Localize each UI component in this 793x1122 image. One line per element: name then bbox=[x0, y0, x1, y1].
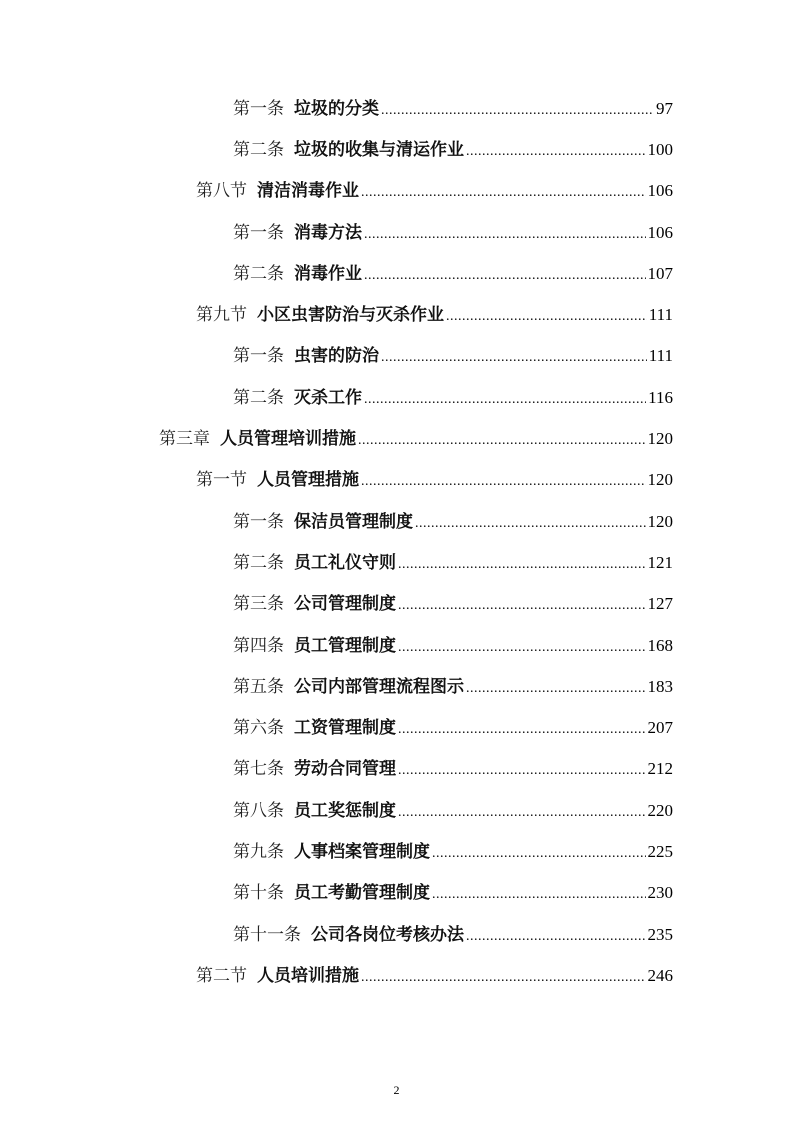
toc-entry-page: 246 bbox=[647, 965, 673, 985]
toc-entry-number: 第一条 bbox=[233, 346, 284, 367]
toc-entry-inner bbox=[233, 595, 673, 613]
toc-entry-page: 235 bbox=[647, 924, 673, 944]
toc-entry-number: 第六条 bbox=[233, 718, 284, 739]
toc-entry-page: 230 bbox=[647, 883, 673, 903]
toc-entry-title: 工资管理制度 bbox=[294, 718, 396, 739]
toc-entry[interactable] bbox=[0, 501, 793, 542]
toc-entry-inner bbox=[233, 802, 673, 820]
toc-entry-number: 第一条 bbox=[233, 222, 284, 243]
toc-entry-page: 111 bbox=[648, 305, 673, 325]
toc-entry-inner bbox=[233, 141, 673, 159]
toc-entry-inner bbox=[233, 513, 673, 531]
toc-entry-title: 垃圾的收集与清运作业 bbox=[294, 139, 464, 160]
toc-entry[interactable] bbox=[0, 584, 793, 625]
toc-entry-title: 员工管理制度 bbox=[294, 635, 396, 656]
toc-dot-leader bbox=[381, 104, 654, 118]
toc-dot-leader bbox=[432, 888, 646, 902]
toc-entry-page: 111 bbox=[648, 346, 673, 366]
toc-entry-title: 员工奖惩制度 bbox=[294, 800, 396, 821]
toc-entry-number: 第五条 bbox=[233, 676, 284, 697]
toc-entry-number: 第四条 bbox=[233, 635, 284, 656]
toc-dot-leader bbox=[381, 351, 647, 365]
toc-entry-number: 第一条 bbox=[233, 511, 284, 532]
toc-entry-page: 106 bbox=[647, 222, 673, 242]
toc-entry[interactable] bbox=[0, 418, 793, 459]
toc-entry-inner bbox=[233, 265, 673, 283]
toc-entry-page: 116 bbox=[648, 387, 673, 407]
toc-entry-inner bbox=[196, 471, 673, 489]
toc-entry-page: 120 bbox=[647, 429, 673, 449]
toc-entry-title: 消毒作业 bbox=[294, 263, 362, 284]
toc-entry-title: 灭杀工作 bbox=[294, 387, 362, 408]
toc-entry-page: 107 bbox=[647, 263, 673, 283]
toc-entry-inner bbox=[196, 306, 673, 324]
toc-entry-title: 员工考勤管理制度 bbox=[294, 883, 430, 904]
toc-entry[interactable] bbox=[0, 914, 793, 955]
toc-entry-number: 第一条 bbox=[233, 98, 284, 119]
toc-entry-number: 第二条 bbox=[233, 263, 284, 284]
toc-entry-title: 保洁员管理制度 bbox=[294, 511, 413, 532]
toc-entry[interactable] bbox=[0, 831, 793, 872]
toc-dot-leader bbox=[432, 847, 646, 861]
toc-entry[interactable] bbox=[0, 625, 793, 666]
toc-entry-title: 人员培训措施 bbox=[257, 965, 359, 986]
toc-dot-leader bbox=[398, 599, 646, 613]
toc-dot-leader bbox=[398, 806, 646, 820]
toc-entry-inner bbox=[196, 182, 673, 200]
toc-entry[interactable] bbox=[0, 377, 793, 418]
toc-entry-inner bbox=[233, 389, 673, 407]
toc-entry-page: 127 bbox=[647, 594, 673, 614]
toc-entry-number: 第三条 bbox=[233, 594, 284, 615]
toc-entry-title: 人员管理培训措施 bbox=[220, 429, 356, 450]
toc-entry-inner bbox=[233, 554, 673, 572]
toc-dot-leader bbox=[466, 682, 646, 696]
toc-dot-leader bbox=[361, 186, 646, 200]
toc-entry[interactable] bbox=[0, 542, 793, 583]
toc-dot-leader bbox=[361, 475, 646, 489]
toc-entry-page: 220 bbox=[647, 800, 673, 820]
table-of-contents bbox=[0, 88, 793, 997]
toc-entry-page: 120 bbox=[647, 470, 673, 490]
toc-dot-leader bbox=[466, 145, 646, 159]
toc-entry-inner bbox=[233, 678, 673, 696]
toc-entry-number: 第十条 bbox=[233, 883, 284, 904]
toc-dot-leader bbox=[361, 971, 646, 985]
toc-entry-inner bbox=[233, 347, 673, 365]
toc-entry-number: 第二条 bbox=[233, 387, 284, 408]
toc-entry-title: 公司内部管理流程图示 bbox=[294, 676, 464, 697]
toc-entry-page: 106 bbox=[647, 181, 673, 201]
toc-dot-leader bbox=[398, 558, 646, 572]
toc-entry[interactable] bbox=[0, 666, 793, 707]
toc-entry[interactable] bbox=[0, 955, 793, 996]
toc-entry-title: 虫害的防治 bbox=[294, 346, 379, 367]
toc-entry[interactable] bbox=[0, 336, 793, 377]
toc-entry-inner bbox=[233, 224, 673, 242]
toc-entry[interactable] bbox=[0, 790, 793, 831]
toc-dot-leader bbox=[398, 641, 646, 655]
toc-entry[interactable] bbox=[0, 294, 793, 335]
toc-entry-inner bbox=[233, 843, 673, 861]
toc-entry-number: 第七条 bbox=[233, 759, 284, 780]
toc-entry-number: 第二条 bbox=[233, 139, 284, 160]
toc-entry-number: 第一节 bbox=[196, 470, 247, 491]
toc-entry-title: 劳动合同管理 bbox=[294, 759, 396, 780]
toc-entry-title: 公司各岗位考核办法 bbox=[311, 924, 464, 945]
toc-entry[interactable] bbox=[0, 749, 793, 790]
toc-dot-leader bbox=[364, 269, 646, 283]
toc-entry-inner bbox=[196, 967, 673, 985]
toc-entry-inner bbox=[233, 719, 673, 737]
toc-entry-page: 120 bbox=[647, 511, 673, 531]
toc-dot-leader bbox=[446, 310, 647, 324]
toc-entry-page: 168 bbox=[647, 635, 673, 655]
toc-entry-title: 垃圾的分类 bbox=[294, 98, 379, 119]
toc-entry[interactable] bbox=[0, 212, 793, 253]
toc-entry-number: 第二条 bbox=[233, 552, 284, 573]
toc-dot-leader bbox=[364, 393, 646, 407]
toc-entry[interactable] bbox=[0, 707, 793, 748]
toc-entry-number: 第九节 bbox=[196, 305, 247, 326]
toc-dot-leader bbox=[364, 228, 646, 242]
toc-entry-page: 212 bbox=[647, 759, 673, 779]
toc-entry[interactable] bbox=[0, 171, 793, 212]
toc-entry-number: 第三章 bbox=[159, 429, 210, 450]
toc-entry-title: 清洁消毒作业 bbox=[257, 181, 359, 202]
toc-entry-page: 121 bbox=[647, 552, 673, 572]
toc-dot-leader bbox=[398, 764, 646, 778]
toc-entry-title: 小区虫害防治与灭杀作业 bbox=[257, 305, 444, 326]
toc-entry-title: 员工礼仪守则 bbox=[294, 552, 396, 573]
toc-entry-page: 97 bbox=[656, 98, 673, 118]
toc-entry-inner bbox=[233, 760, 673, 778]
toc-entry-inner bbox=[233, 100, 673, 118]
toc-dot-leader bbox=[466, 930, 646, 944]
toc-entry-page: 225 bbox=[647, 841, 673, 861]
toc-dot-leader bbox=[358, 434, 646, 448]
toc-entry-title: 公司管理制度 bbox=[294, 594, 396, 615]
toc-entry[interactable] bbox=[0, 460, 793, 501]
toc-dot-leader bbox=[415, 517, 646, 531]
toc-entry[interactable] bbox=[0, 253, 793, 294]
toc-dot-leader bbox=[398, 723, 646, 737]
toc-entry-number: 第二节 bbox=[196, 965, 247, 986]
toc-entry-number: 第十一条 bbox=[233, 924, 301, 945]
toc-entry-inner bbox=[233, 884, 673, 902]
toc-entry[interactable] bbox=[0, 88, 793, 129]
toc-entry-page: 183 bbox=[647, 676, 673, 696]
toc-entry-inner bbox=[233, 926, 673, 944]
toc-entry-number: 第八节 bbox=[196, 181, 247, 202]
page-number: 2 bbox=[393, 1083, 400, 1097]
toc-entry-title: 人事档案管理制度 bbox=[294, 841, 430, 862]
toc-entry-title: 人员管理措施 bbox=[257, 470, 359, 491]
toc-entry-title: 消毒方法 bbox=[294, 222, 362, 243]
toc-entry[interactable] bbox=[0, 129, 793, 170]
toc-entry-inner bbox=[159, 430, 673, 448]
toc-entry-page: 100 bbox=[647, 139, 673, 159]
toc-entry[interactable] bbox=[0, 873, 793, 914]
toc-entry-page: 207 bbox=[647, 718, 673, 738]
toc-entry-number: 第八条 bbox=[233, 800, 284, 821]
toc-entry-number: 第九条 bbox=[233, 841, 284, 862]
toc-entry-inner bbox=[233, 637, 673, 655]
